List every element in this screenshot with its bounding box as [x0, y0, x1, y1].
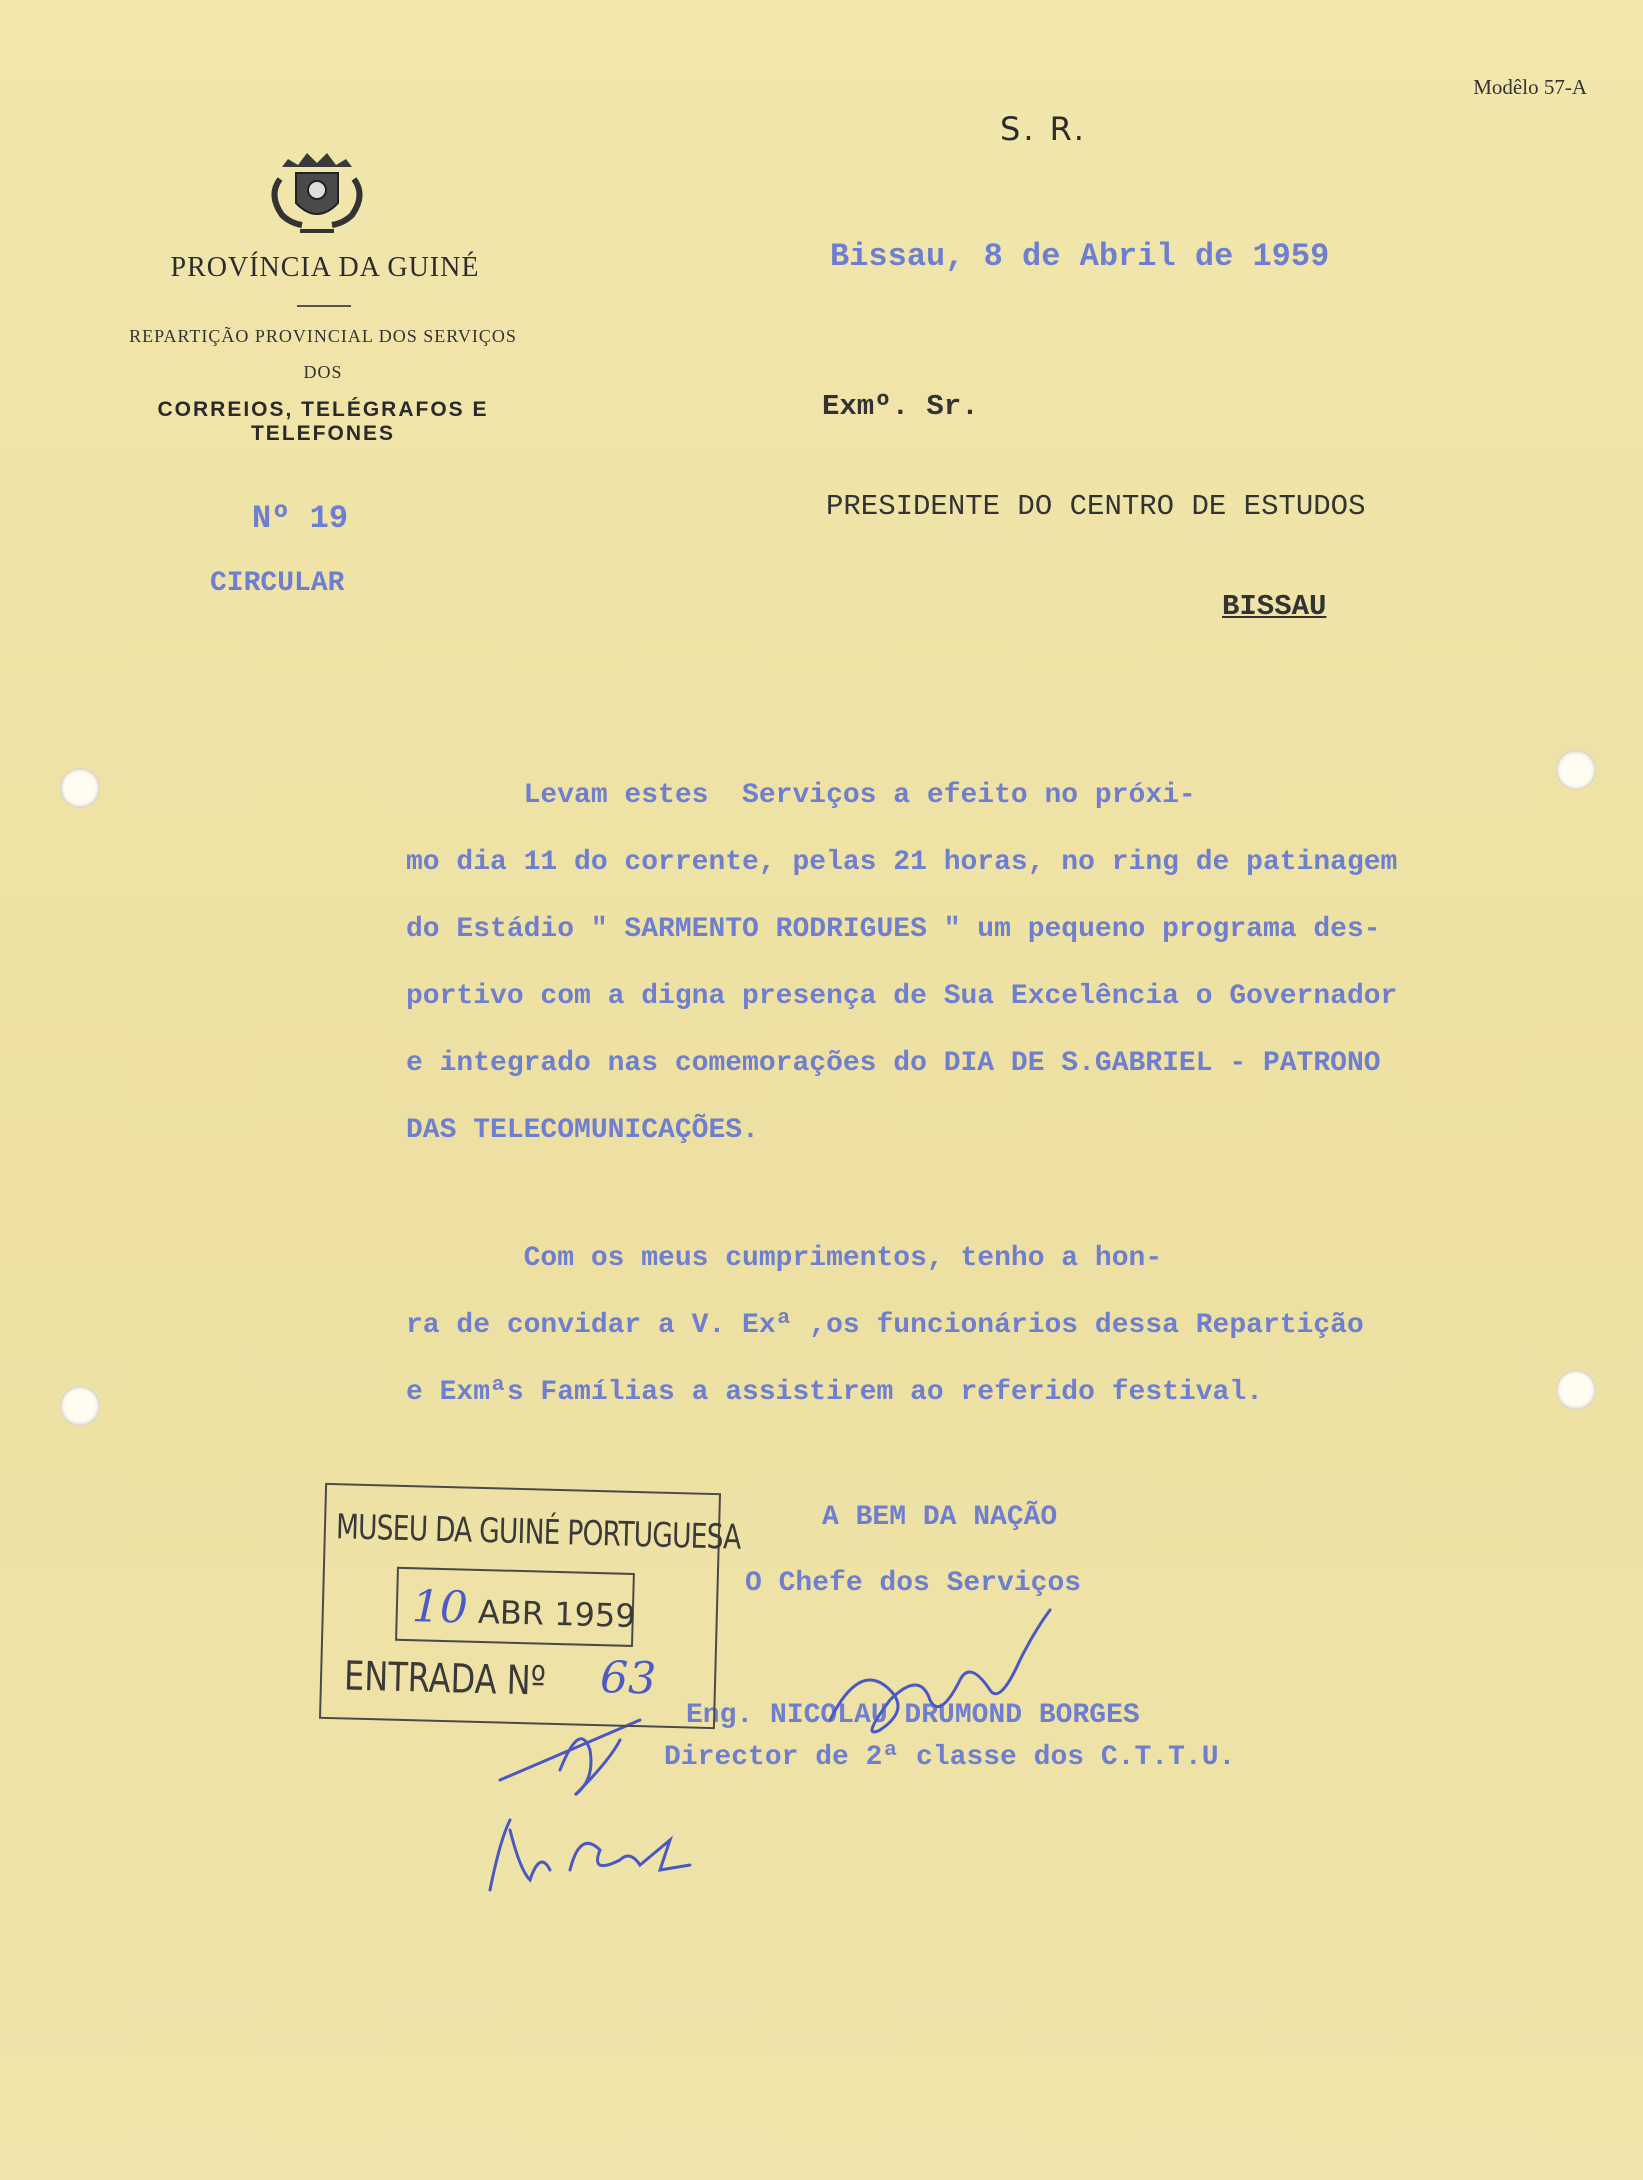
- signature-icon: [820, 1600, 1080, 1750]
- closing-formula: A BEM DA NAÇÃO: [822, 1502, 1058, 1533]
- salutation: Exmº. Sr.: [822, 390, 979, 423]
- body-paragraph-2: [406, 1225, 1626, 1426]
- stamp-date-month-year: ABR 1959: [477, 1592, 637, 1636]
- recipient-city: BISSAU: [1222, 590, 1327, 623]
- form-model-number: Modêlo 57-A: [1473, 75, 1587, 99]
- paragraph-line: e Exmªs Famílias a assistirem ao referido festival.: [406, 1377, 1263, 1408]
- signatory-name: Eng. NICOLAU DRUMOND BORGES: [686, 1700, 1140, 1731]
- body-paragraph-1: [406, 762, 1626, 1164]
- handwritten-annotation-icon: [480, 1700, 720, 1900]
- paragraph-line: do Estádio " SARMENTO RODRIGUES " um pequeno programa des-: [406, 914, 1381, 945]
- province-name: PROVÍNCIA DA GUINÉ: [170, 252, 480, 283]
- stamp-date-day: 10: [411, 1581, 469, 1634]
- paragraph-line: DAS TELECOMUNICAÇÕES.: [406, 1115, 759, 1146]
- paragraph-line: e integrado nas comemorações do DIA DE S.GABRIEL - PATRONO: [406, 1048, 1381, 1079]
- stamp-entry-label: ENTRADA Nº: [343, 1653, 547, 1705]
- signatory-title: Director de 2ª classe dos C.T.T.U.: [664, 1742, 1236, 1773]
- circular-label: CIRCULAR: [210, 568, 345, 599]
- museum-entry-stamp: [319, 1483, 742, 1729]
- chief-title: O Chefe dos Serviços: [745, 1568, 1082, 1599]
- stamp-date: [411, 1581, 636, 1638]
- punch-hole: [60, 1386, 100, 1426]
- stamp-entry-number: 63: [599, 1652, 657, 1705]
- stamp-header: MUSEU DA GUINÉ PORTUGUESA: [335, 1507, 742, 1558]
- letter-date: Bissau, 8 de Abril de 1959: [830, 238, 1330, 275]
- department-line-2: DOS: [303, 362, 343, 382]
- paragraph-line: Com os meus cumprimentos, tenho a hon-: [406, 1243, 1163, 1274]
- paragraph-line: Levam estes Serviços a efeito no próxi-: [406, 780, 1196, 811]
- punch-hole: [1556, 1370, 1596, 1410]
- punch-hole: [60, 768, 100, 808]
- recipient: PRESIDENTE DO CENTRO DE ESTUDOS: [826, 490, 1366, 523]
- header-divider: [297, 305, 351, 307]
- sr-mark: S. R.: [1000, 110, 1087, 148]
- coat-of-arms-icon: [262, 145, 372, 245]
- department-line-3: CORREIOS, TELÉGRAFOS E TELEFONES: [157, 398, 489, 445]
- circular-number: Nº 19: [252, 500, 349, 537]
- punch-hole: [1556, 750, 1596, 790]
- paragraph-line: mo dia 11 do corrente, pelas 21 horas, no ring de patinagem: [406, 847, 1398, 878]
- department-line-1: REPARTIÇÃO PROVINCIAL DOS SERVIÇOS: [129, 326, 517, 346]
- paragraph-line: ra de convidar a V. Exª ,os funcionários dessa Repartição: [406, 1310, 1364, 1341]
- paragraph-line: portivo com a digna presença de Sua Excelência o Governador: [406, 981, 1398, 1012]
